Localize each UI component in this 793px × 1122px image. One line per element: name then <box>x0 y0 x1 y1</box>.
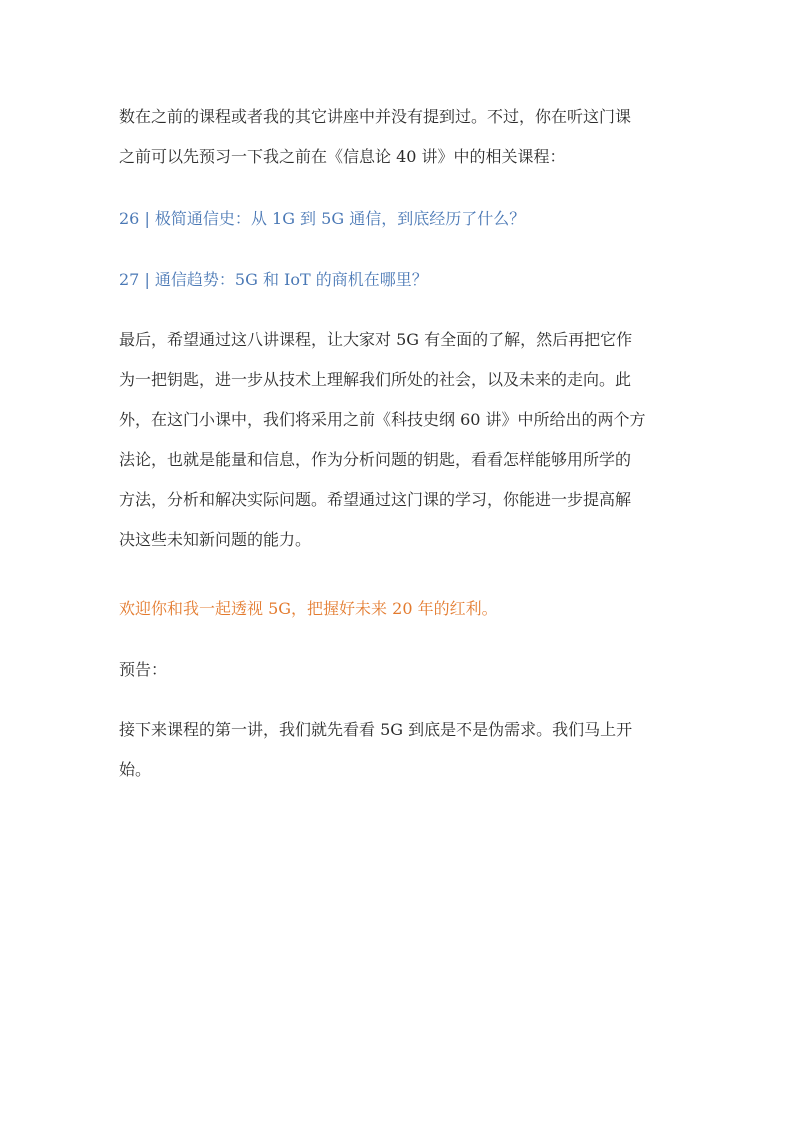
closing-line: 决这些未知新问题的能力。 <box>119 530 312 549</box>
preview-label: 预告： <box>119 660 168 679</box>
preview-line: 始。 <box>119 760 152 779</box>
course-link-26[interactable] <box>119 199 679 239</box>
closing-line: 方法，分析和解决实际问题。希望通过这门课的学习，你能进一步提高解 <box>119 490 632 509</box>
closing-line: 最后，希望通过这八讲课程，让大家对 5G 有全面的了解，然后再把它作 <box>119 330 633 349</box>
highlight-paragraph <box>119 589 679 629</box>
closing-paragraph <box>119 320 679 560</box>
highlight-text: 欢迎你和我一起透视 5G，把握好未来 20 年的红利。 <box>119 599 498 618</box>
preview-line: 接下来课程的第一讲，我们就先看看 5G 到底是不是伪需求。我们马上开 <box>119 720 633 739</box>
course-link-27-text[interactable]: 27 | 通信趋势：5G 和 IoT 的商机在哪里？ <box>119 270 428 289</box>
closing-line: 法论，也就是能量和信息，作为分析问题的钥匙，看看怎样能够用所学的 <box>119 450 632 469</box>
course-link-26-text[interactable]: 26 | 极简通信史：从 1G 到 5G 通信，到底经历了什么？ <box>119 209 526 228</box>
intro-line: 数在之前的课程或者我的其它讲座中并没有提到过。不过，你在听这门课 <box>119 107 632 126</box>
preview-label-paragraph <box>119 650 679 690</box>
intro-line: 之前可以先预习一下我之前在《信息论 40 讲》中的相关课程： <box>119 147 566 166</box>
closing-line: 为一把钥匙，进一步从技术上理解我们所处的社会，以及未来的走向。此 <box>119 370 632 389</box>
intro-paragraph <box>119 97 679 177</box>
closing-line: 外，在这门小课中，我们将采用之前《科技史纲 60 讲》中所给出的两个方 <box>119 410 646 429</box>
preview-paragraph <box>119 710 679 790</box>
course-link-27[interactable] <box>119 260 679 300</box>
